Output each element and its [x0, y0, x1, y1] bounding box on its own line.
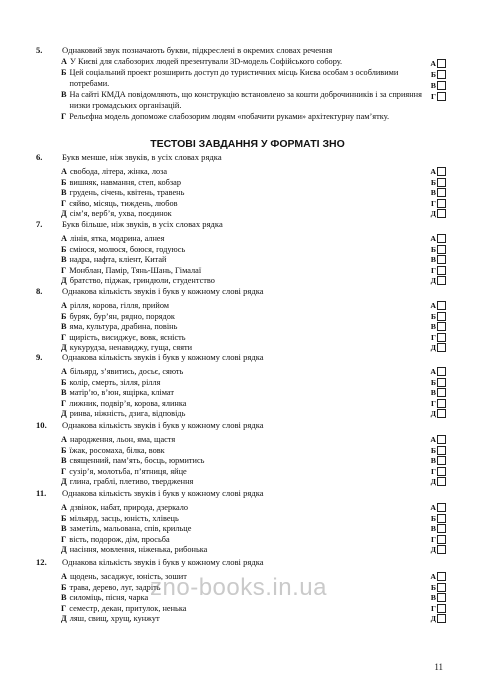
option-text: сім’я, верб’я, ухва, поєдинок: [69, 209, 172, 219]
option-text: священний, пам’ять, босць, юрмитись: [69, 456, 205, 466]
question-text: Однакова кількість звуків і букв у кожному слові рядка: [62, 420, 264, 430]
option-letter: Г: [61, 332, 67, 342]
option-letter: Г: [61, 198, 67, 208]
option-letter: Б: [61, 311, 67, 321]
question-header: [36, 286, 446, 298]
checkbox[interactable]: [437, 545, 446, 554]
question-6: [36, 152, 446, 220]
option-1: [36, 378, 446, 389]
option-letter: Б: [61, 68, 67, 77]
checkbox[interactable]: [437, 92, 446, 101]
option-text: грудень, січень, квітень, травень: [69, 188, 185, 198]
checkbox[interactable]: [437, 583, 446, 592]
question-number: 9.: [36, 352, 43, 362]
option-text: рілля, корова, гілля, прийом: [70, 301, 170, 310]
option-4: [36, 614, 446, 625]
answer-box-2[interactable]: [428, 456, 446, 465]
checkbox[interactable]: [437, 446, 446, 455]
option-letter: Д: [61, 276, 67, 286]
option-text: народження, льон, яма, щастя: [70, 435, 176, 444]
box-letter: А: [430, 167, 436, 176]
question-header: [36, 420, 446, 432]
question-number: 12.: [36, 557, 47, 567]
answer-box-3[interactable]: [428, 333, 446, 342]
box-letter: А: [430, 234, 436, 243]
answer-box-2[interactable]: [428, 255, 446, 264]
option-text: лінія, ятка, модрина, алнея: [70, 234, 165, 243]
box-letter: В: [430, 322, 436, 332]
answer-box-2[interactable]: [428, 593, 446, 602]
box-letter: Д: [430, 276, 436, 286]
question-header: [36, 557, 446, 569]
question-number: 10.: [36, 420, 47, 430]
question-text: Букв більше, ніж звуків, в усіх словах рядка: [62, 219, 223, 229]
box-letter: В: [430, 188, 436, 198]
option-0: [36, 503, 446, 514]
checkbox[interactable]: [437, 188, 446, 197]
checkbox[interactable]: [437, 535, 446, 544]
answer-box-1[interactable]: [428, 514, 446, 523]
answer-box-4[interactable]: [428, 209, 446, 218]
box-letter: А: [430, 367, 436, 376]
option-a: [36, 57, 446, 68]
answer-box-0[interactable]: [428, 301, 446, 310]
option-letter: А: [61, 503, 67, 512]
answer-box-0[interactable]: [428, 503, 446, 512]
box-letter: В: [430, 388, 436, 398]
answer-box-4[interactable]: [428, 276, 446, 285]
question-5: [36, 45, 446, 134]
box-letter: Б: [430, 445, 436, 455]
answer-box-2[interactable]: [428, 388, 446, 397]
option-3: [36, 333, 446, 344]
box-letter: А: [430, 59, 436, 68]
option-letter: Г: [61, 534, 67, 544]
question-text: Однаковий звук позначають букви, підкреслені в окремих словах речення: [62, 45, 333, 55]
option-text: силоміць, пісня, чарка: [69, 593, 149, 603]
checkbox[interactable]: [437, 301, 446, 310]
option-letter: А: [61, 572, 67, 581]
answer-box-4[interactable]: [428, 545, 446, 554]
answer-box-3[interactable]: [428, 604, 446, 613]
option-1: [36, 514, 446, 525]
checkbox[interactable]: [437, 234, 446, 243]
option-text: У Києві для слабозорих людей презентували 3D-модель Софійського собору.: [70, 57, 343, 67]
option-4: [36, 477, 446, 488]
option-text: яма, культура, драбина, повінь: [69, 322, 178, 332]
answer-box-1[interactable]: [428, 245, 446, 254]
question-text: Однакова кількість звуків і букв у кожному слові рядка: [62, 352, 264, 362]
checkbox[interactable]: [437, 276, 446, 285]
option-text: колір, смерть, зілля, рілля: [69, 377, 161, 387]
option-text: Монблан, Памір, Тянь-Шань, Гімалаї: [69, 265, 202, 275]
answer-box-1[interactable]: [428, 583, 446, 592]
question-number: 7.: [36, 219, 43, 229]
option-letter: Б: [61, 513, 67, 523]
question-11: [36, 488, 446, 556]
checkbox[interactable]: [437, 167, 446, 176]
box-letter: В: [430, 255, 436, 265]
answer-box-1[interactable]: [428, 312, 446, 321]
option-text: лижник, подвір’я, корова, ялинка: [69, 398, 187, 408]
answer-box-3[interactable]: [428, 535, 446, 544]
checkbox[interactable]: [437, 435, 446, 444]
option-letter: Г: [61, 466, 67, 476]
option-letter: А: [61, 435, 67, 444]
option-text: Цей соціальний проект розширить доступ до туристичних місць Києва особам з особливими потребами.: [69, 68, 399, 88]
option-letter: Г: [61, 398, 67, 408]
option-text: глина, граблі, плетиво, твердження: [69, 477, 194, 487]
option-letter: В: [61, 188, 67, 198]
answer-box-0[interactable]: [428, 167, 446, 176]
question-number: 8.: [36, 286, 43, 296]
option-letter: Д: [61, 545, 67, 555]
box-letter: Б: [430, 177, 436, 187]
answer-box-0[interactable]: [428, 572, 446, 581]
option-1: [36, 446, 446, 457]
box-letter: Б: [430, 513, 436, 523]
option-0: [36, 167, 446, 178]
option-3: [36, 467, 446, 478]
checkbox[interactable]: [437, 199, 446, 208]
box-letter: А: [430, 572, 436, 581]
box-letter: В: [430, 593, 436, 603]
question-number: 11.: [36, 488, 47, 498]
option-text: трава, дерево, луг, задріть: [69, 582, 161, 592]
checkbox[interactable]: [437, 255, 446, 264]
box-letter: Д: [430, 614, 436, 624]
option-1: [36, 178, 446, 189]
option-text: щодень, засаджує, юність, зошит: [70, 572, 187, 581]
option-0: [36, 234, 446, 245]
checkbox[interactable]: [437, 467, 446, 476]
option-0: [36, 367, 446, 378]
answer-box-3[interactable]: [428, 199, 446, 208]
checkbox[interactable]: [437, 59, 446, 68]
checkbox[interactable]: [437, 514, 446, 523]
option-letter: Г: [61, 603, 67, 613]
option-letter: А: [61, 167, 67, 176]
checkbox[interactable]: [437, 209, 446, 218]
checkbox[interactable]: [437, 388, 446, 397]
option-text: ляш, свищ, хрущ, кунжут: [69, 614, 160, 624]
box-letter: Г: [431, 332, 436, 342]
option-3: [36, 199, 446, 210]
option-2: [36, 524, 446, 535]
question-header: [36, 488, 446, 500]
answer-box-b[interactable]: [428, 70, 446, 79]
question-text: Однакова кількість звуків і букв у кожному слові рядка: [62, 557, 264, 567]
option-text: сміюся, молюся, боюся, годуюсь: [69, 244, 186, 254]
option-text: свобода, літера, жінка, лоза: [70, 167, 168, 176]
option-letter: Б: [61, 177, 67, 187]
option-b: [36, 68, 446, 90]
question-text: Однакова кількість звуків і букв у кожному слові рядка: [62, 286, 264, 296]
box-letter: Г: [431, 603, 436, 613]
option-text: На сайті КМДА повідомляють, що конструкцію встановлено за кошти доброчинників і за сприяння низки громадських організацій.: [69, 90, 422, 110]
box-letter: Б: [430, 70, 436, 79]
question-7: [36, 219, 446, 287]
question-header: [36, 352, 446, 364]
option-0: [36, 435, 446, 446]
checkbox[interactable]: [437, 614, 446, 623]
answer-box-4[interactable]: [428, 409, 446, 418]
box-letter: Г: [431, 198, 436, 208]
option-4: [36, 409, 446, 420]
option-text: кукурудза, ненавиджу, гуща, сяяти: [69, 343, 193, 353]
option-letter: В: [61, 322, 67, 332]
option-letter: Г: [61, 265, 67, 275]
answer-box-2[interactable]: [428, 188, 446, 197]
question-number: 5.: [36, 45, 43, 55]
checkbox[interactable]: [437, 572, 446, 581]
option-text: ринва, ніжність, дзига, відповідь: [69, 409, 186, 419]
answer-box-3[interactable]: [428, 467, 446, 476]
question-header: [36, 219, 446, 231]
section-title: ТЕСТОВІ ЗАВДАННЯ У ФОРМАТІ ЗНО: [150, 138, 345, 150]
option-letter: Б: [61, 582, 67, 592]
option-text: їжак, росомаха, білка, вовк: [69, 445, 165, 455]
question-10: [36, 420, 446, 488]
box-letter: Б: [430, 377, 436, 387]
option-text: сузір’я, молотьба, п’ятниця, яйце: [69, 466, 187, 476]
checkbox[interactable]: [437, 604, 446, 613]
answer-box-a[interactable]: [428, 59, 446, 68]
box-letter: Г: [431, 92, 436, 101]
option-text: семестр, декан, притулок, ненька: [69, 603, 187, 613]
box-letter: Д: [430, 477, 436, 487]
option-4: [36, 545, 446, 556]
question-9: [36, 352, 446, 420]
option-text: мільярд, засць, юність, хлівець: [69, 513, 179, 523]
question-8: [36, 286, 446, 354]
question-text: Букв менше, ніж звуків, в усіх словах рядка: [62, 152, 222, 162]
box-letter: Д: [430, 343, 436, 353]
option-letter: В: [61, 456, 67, 466]
option-2: [36, 456, 446, 467]
box-letter: Д: [430, 209, 436, 219]
option-text: заметіль, мальована, спів, крильце: [69, 524, 192, 534]
question-header: [36, 45, 446, 57]
checkbox[interactable]: [437, 593, 446, 602]
option-3: [36, 604, 446, 615]
box-letter: А: [430, 503, 436, 512]
option-letter: В: [61, 388, 67, 398]
option-1: [36, 245, 446, 256]
checkbox[interactable]: [437, 245, 446, 254]
question-text: Однакова кількість звуків і букв у кожному слові рядка: [62, 488, 264, 498]
option-3: [36, 266, 446, 277]
answer-box-2[interactable]: [428, 524, 446, 533]
checkbox[interactable]: [437, 367, 446, 376]
answer-box-4[interactable]: [428, 477, 446, 486]
checkbox[interactable]: [437, 333, 446, 342]
answer-box-0[interactable]: [428, 234, 446, 243]
option-text: буряк, бур’ян, рядно, порядок: [69, 311, 175, 321]
option-0: [36, 301, 446, 312]
answer-box-1[interactable]: [428, 178, 446, 187]
box-letter: Б: [430, 244, 436, 254]
option-text: сяйво, місяць, тиждень, любов: [69, 198, 178, 208]
answer-box-g[interactable]: [428, 92, 446, 101]
option-letter: Д: [61, 409, 67, 419]
checkbox[interactable]: [437, 524, 446, 533]
option-letter: Б: [61, 244, 67, 254]
option-letter: Б: [61, 445, 67, 455]
option-text: більярд, з’явитись, досьє, сяють: [70, 367, 184, 376]
answer-box-1[interactable]: [428, 378, 446, 387]
answer-box-2[interactable]: [428, 322, 446, 331]
option-letter: А: [61, 301, 67, 310]
option-letter: Д: [61, 614, 67, 624]
option-v: [36, 90, 446, 112]
option-letter: Д: [61, 477, 67, 487]
answer-box-v[interactable]: [428, 81, 446, 90]
answer-box-1[interactable]: [428, 446, 446, 455]
checkbox[interactable]: [437, 378, 446, 387]
box-letter: Г: [431, 265, 436, 275]
option-text: надра, нафта, кліент, Китай: [69, 255, 167, 265]
option-letter: В: [61, 524, 67, 534]
option-letter: А: [61, 234, 67, 243]
option-letter: А: [61, 367, 67, 376]
option-text: Рельєфна модель допоможе слабозорим людям «побачити руками» архітектурну пам’ятку.: [69, 112, 390, 121]
option-letter: В: [61, 90, 67, 99]
question-header: [36, 152, 446, 164]
option-text: вишняк, навмання, степ, кобзар: [69, 177, 181, 187]
option-letter: Г: [61, 112, 67, 121]
option-letter: А: [61, 57, 67, 67]
answer-box-0[interactable]: [428, 435, 446, 444]
checkbox[interactable]: [437, 409, 446, 418]
watermark: zno-books.in.ua: [150, 574, 327, 601]
page-number: 11: [434, 662, 443, 672]
checkbox[interactable]: [437, 399, 446, 408]
option-letter: В: [61, 593, 67, 603]
option-3: [36, 535, 446, 546]
checkbox[interactable]: [437, 477, 446, 486]
box-letter: Б: [430, 311, 436, 321]
option-text: матір’ю, в’юн, ящірка, клімат: [69, 388, 175, 398]
checkbox[interactable]: [437, 178, 446, 187]
option-text: дзвінок, набат, природа, дзеркало: [70, 503, 189, 512]
option-2: [36, 388, 446, 399]
option-letter: Б: [61, 377, 67, 387]
box-letter: В: [430, 524, 436, 534]
box-letter: В: [430, 81, 436, 90]
checkbox[interactable]: [437, 322, 446, 331]
option-g: [36, 112, 446, 134]
box-letter: А: [430, 301, 436, 310]
option-letter: Д: [61, 209, 67, 219]
option-2: [36, 322, 446, 333]
checkbox[interactable]: [437, 503, 446, 512]
checkbox[interactable]: [437, 456, 446, 465]
option-text: насіння, мовлення, ніженька, рибонька: [69, 545, 208, 555]
checkbox[interactable]: [437, 312, 446, 321]
box-letter: В: [430, 456, 436, 466]
box-letter: Г: [431, 466, 436, 476]
option-text: вість, подорож, дім, просьба: [69, 534, 170, 544]
option-2: [36, 188, 446, 199]
checkbox[interactable]: [437, 70, 446, 79]
answer-box-3[interactable]: [428, 399, 446, 408]
option-text: братство, піджак, гриндюли, студентство: [69, 276, 215, 286]
box-letter: Д: [430, 409, 436, 419]
box-letter: Д: [430, 545, 436, 555]
checkbox[interactable]: [437, 81, 446, 90]
option-letter: В: [61, 255, 67, 265]
option-3: [36, 399, 446, 410]
option-letter: Д: [61, 343, 67, 353]
option-text: щирість, висиджує, вовк, ясність: [69, 332, 186, 342]
checkbox[interactable]: [437, 266, 446, 275]
box-letter: Б: [430, 582, 436, 592]
question-number: 6.: [36, 152, 43, 162]
answer-box-4[interactable]: [428, 614, 446, 623]
option-1: [36, 312, 446, 323]
box-letter: Г: [431, 398, 436, 408]
answer-box-3[interactable]: [428, 266, 446, 275]
option-2: [36, 255, 446, 266]
box-letter: А: [430, 435, 436, 444]
answer-box-0[interactable]: [428, 367, 446, 376]
box-letter: Г: [431, 534, 436, 544]
